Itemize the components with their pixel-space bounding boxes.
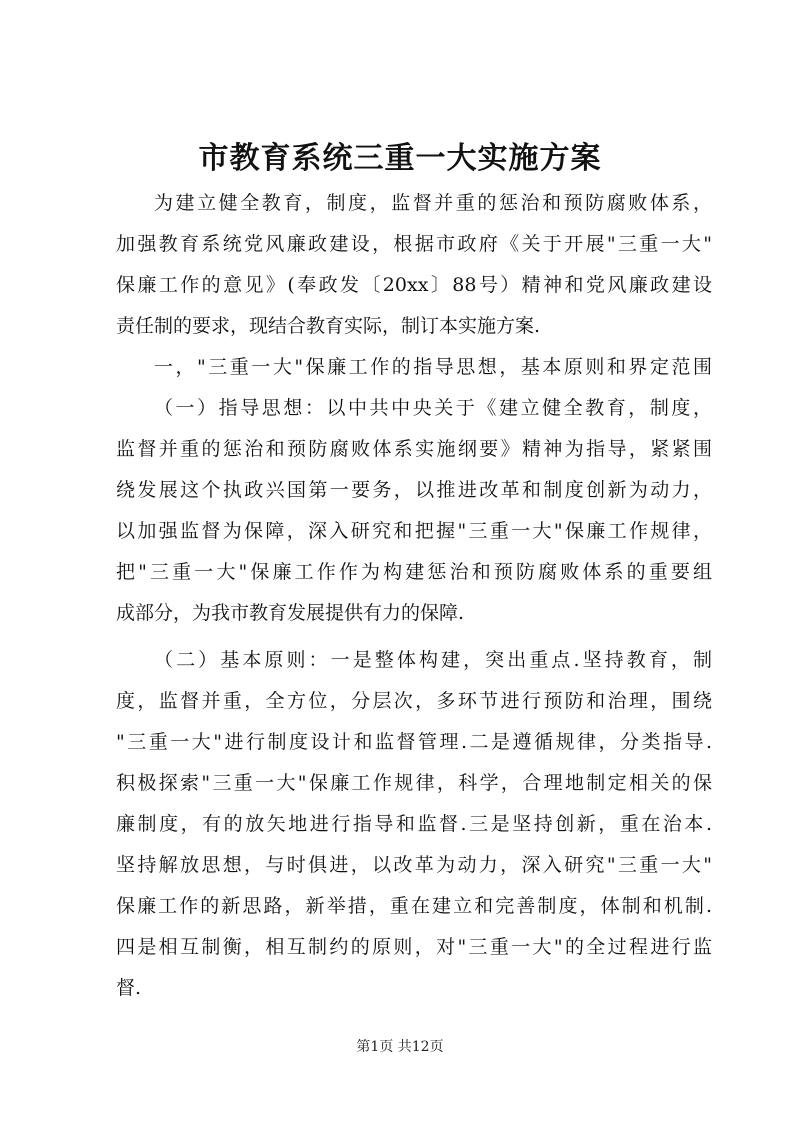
paragraph-3-line-1: （二）基本原则：一是整体构建，突出重点.坚持教育，制 (154, 649, 712, 671)
paragraph-2-line-2: 监督并重的惩治和预防腐败体系实施纲要》精神为指导，紧紧围 (116, 438, 712, 460)
document-title: 市教育系统三重一大实施方案 (198, 141, 602, 176)
page-footer: 第1页 共12页 (356, 1039, 444, 1055)
paragraph-1-line-4: 责任制的要求，现结合教育实际，制订本实施方案. (116, 315, 541, 337)
paragraph-1-line-1: 为建立健全教育，制度，监督并重的惩治和预防腐败体系， (154, 192, 712, 214)
paragraph-1-line-2: 加强教育系统党风廉政建设，根据市政府《关于开展"三重一大" (116, 233, 712, 255)
paragraph-3-line-7: 保廉工作的新思路，新举措，重在建立和完善制度，体制和机制. (116, 895, 712, 917)
document-body (116, 183, 712, 1009)
paragraph-2-line-4: 以加强监督为保障，深入研究和把握"三重一大"保廉工作规律， (116, 520, 712, 542)
paragraph-3-line-2: 度，监督并重，全方位，分层次，多环节进行预防和治理，围绕 (116, 690, 712, 712)
paragraph-2-line-1: （一）指导思想：以中共中央关于《建立健全教育，制度， (154, 397, 712, 419)
section-heading-1: 一，"三重一大"保廉工作的指导思想，基本原则和界定范围 (154, 356, 712, 378)
paragraph-3-line-6: 坚持解放思想，与时俱进，以改革为动力，深入研究"三重一大" (116, 854, 712, 876)
paragraph-3-line-5: 廉制度，有的放矢地进行指导和监督.三是坚持创新，重在治本. (116, 813, 712, 835)
paragraph-2-line-3: 绕发展这个执政兴国第一要务，以推进改革和制度创新为动力， (116, 479, 712, 501)
paragraph-1-line-3: 保廉工作的意见》(奉政发〔20xx〕88号）精神和党风廉政建设 (116, 274, 712, 296)
paragraph-3-line-3: "三重一大"进行制度设计和监督管理.二是遵循规律，分类指导. (116, 731, 712, 753)
paragraph-2-line-5: 把"三重一大"保廉工作作为构建惩治和预防腐败体系的重要组 (116, 561, 712, 583)
paragraph-3-line-8: 四是相互制衡，相互制约的原则，对"三重一大"的全过程进行监 (116, 936, 712, 958)
paragraph-3-line-9: 督. (116, 977, 142, 999)
paragraph-3-line-4: 积极探索"三重一大"保廉工作规律，科学，合理地制定相关的保 (116, 772, 712, 794)
paragraph-2-line-6: 成部分，为我市教育发展提供有力的保障. (116, 602, 465, 624)
